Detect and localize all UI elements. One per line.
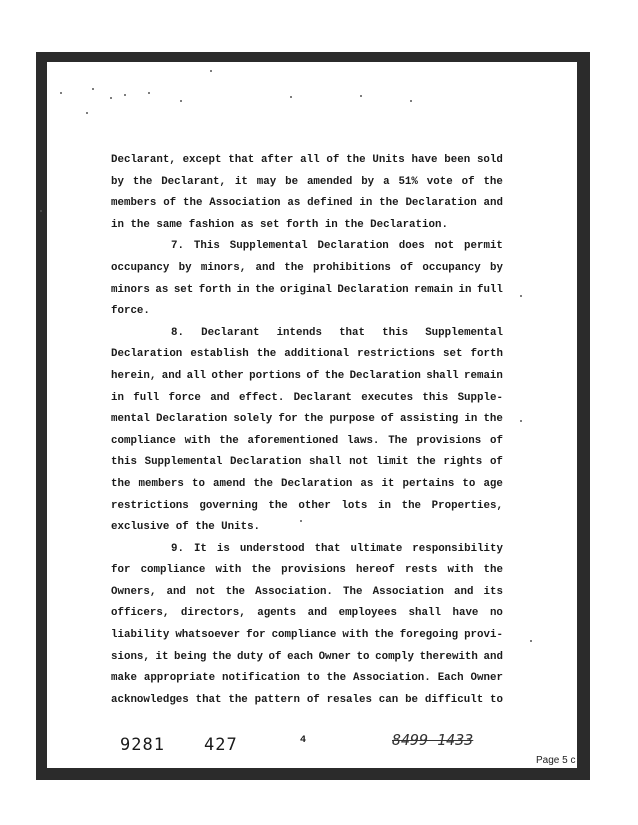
page-reference: 427 [204, 735, 238, 755]
viewer-page-label: Page 5 c [536, 755, 576, 766]
document-line: Declaration establish the additional restrictions set forth [111, 348, 503, 361]
document-line: occupancy by minors, and the prohibitions of occupancy by [111, 261, 503, 274]
document-line: members of the Association as defined in the Declaration and [111, 197, 503, 210]
document-line: herein, and all other portions of the Declaration shall remain [111, 369, 503, 382]
document-line: restrictions governing the other lots in the Properties, [111, 499, 503, 512]
document-line: the members to amend the Declaration as it pertains to age [111, 477, 503, 490]
document-line: this Supplemental Declaration shall not limit the rights of [111, 456, 503, 469]
document-line: mental Declaration solely for the purpose of assisting in the [111, 413, 503, 426]
document-line: by the Declarant, it may be amended by a 51% vote of the [111, 175, 503, 188]
document-line: for compliance with the provisions hereof rests with the [111, 564, 503, 577]
document-line: 9. It is understood that ultimate responsibility [171, 542, 503, 555]
document-line: liability whatsoever for compliance with the foregoing provi- [111, 629, 503, 642]
document-line: exclusive of the Units. [111, 521, 261, 534]
document-line: 8. Declarant intends that this Supplemental [171, 326, 503, 339]
document-line: 7. This Supplemental Declaration does not permit [171, 240, 503, 253]
document-line: in full force and effect. Declarant executes this Supple- [111, 391, 503, 404]
page-number: 4 [300, 735, 307, 746]
document-line: sions, it being the duty of each Owner to comply therewith and [111, 650, 503, 663]
document-line: Declarant, except that after all of the Units have been sold [111, 154, 503, 166]
struck-reference: 8499 1433 [392, 731, 474, 749]
document-line: officers, directors, agents and employees shall have no [111, 607, 503, 620]
document-line: acknowledges that the pattern of resales can be difficult to [111, 693, 503, 706]
document-line: in the same fashion as set forth in the Declaration. [111, 218, 448, 231]
document-line: make appropriate notification to the Association. Each Owner [111, 672, 503, 685]
document-line: minors as set forth in the original Declaration remain in full [111, 283, 503, 296]
document-body [111, 150, 503, 711]
document-line: Owners, and not the Association. The Association and its [111, 585, 503, 598]
document-line: force. [111, 305, 150, 318]
document-line: compliance with the aforementioned laws. The provisions of [111, 434, 503, 447]
book-number: 9281 [120, 735, 165, 755]
